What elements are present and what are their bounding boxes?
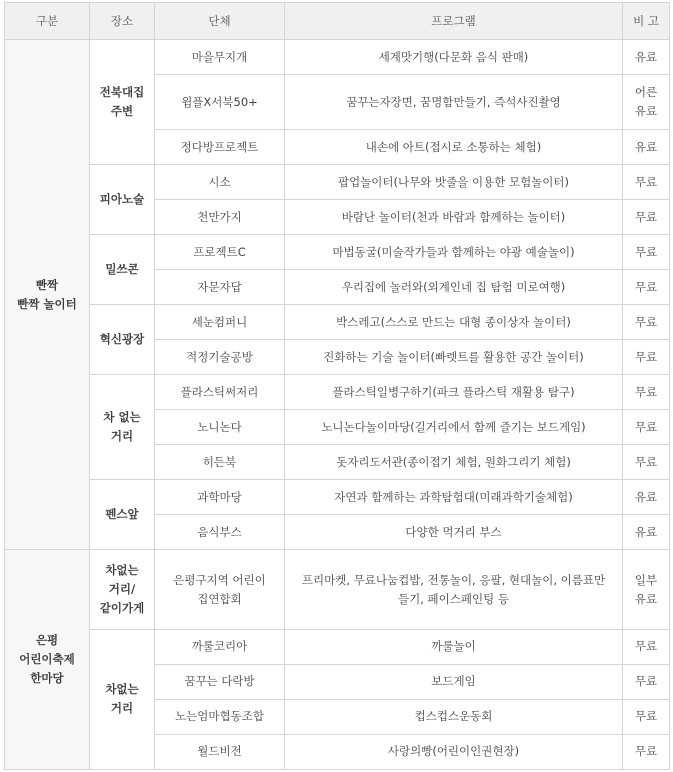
program-cell: 우리집에 놀러와(외계인네 집 탐험 미로여행) [285,270,623,305]
note-cell: 유료 [623,480,670,515]
header-note: 비 고 [623,3,670,40]
group-cell: 자문자답 [155,270,285,305]
program-cell: 컵스컵스운동회 [285,699,623,734]
program-cell: 박스레고(스스로 만드는 대형 종이상자 놀이터) [285,305,623,340]
group-cell: 과학마당 [155,480,285,515]
note-cell: 무료 [623,340,670,375]
note-cell: 유료 [623,40,670,75]
section-cell: 빤짝 빤짝 놀이터 [5,40,90,550]
note-cell: 무료 [623,200,670,235]
group-cell: 노는엄마협동조합 [155,699,285,734]
group-cell: 히든북 [155,445,285,480]
group-cell: 적정기술공방 [155,340,285,375]
note-cell: 무료 [623,629,670,664]
header-group: 단체 [155,3,285,40]
header-category: 구분 [5,3,90,40]
group-cell: 윔플X서북50+ [155,75,285,130]
group-cell: 플라스틱써저리 [155,375,285,410]
table-row [5,550,670,629]
group-cell: 은평구지역 어린이 집연합회 [155,550,285,629]
header-place: 장소 [90,3,155,40]
program-cell: 내손에 아트(접시로 소통하는 체험) [285,130,623,165]
header-row [5,3,670,40]
group-cell: 천만가지 [155,200,285,235]
program-cell: 노니논다놀이마당(길거리에서 함께 즐기는 보드게임) [285,410,623,445]
table-row [5,305,670,340]
program-cell: 사랑의빵(어린이인권현장) [285,734,623,769]
program-cell: 팝업놀이터(나무와 밧줄을 이용한 모험놀이터) [285,165,623,200]
program-cell: 보드게임 [285,664,623,699]
group-cell: 꿈꾸는 다락방 [155,664,285,699]
note-cell: 무료 [623,375,670,410]
table-row [5,235,670,270]
group-cell: 음식부스 [155,515,285,550]
place-cell: 밀쓰콘 [90,235,155,305]
note-cell: 어른 유료 [623,75,670,130]
group-cell: 마을무지개 [155,40,285,75]
group-cell: 세눈컴퍼니 [155,305,285,340]
table-row [5,629,670,664]
program-cell: 마법동굴(미술작가들과 함께하는 야광 예술놀이) [285,235,623,270]
program-cell: 세계맛기행(다문화 음식 판매) [285,40,623,75]
program-cell: 진화하는 기술 놀이터(빠렛트를 활용한 공간 놀이터) [285,340,623,375]
place-cell: 차없는 거리 [90,629,155,769]
program-cell: 바람난 놀이터(천과 바람과 함께하는 놀이터) [285,200,623,235]
note-cell: 무료 [623,410,670,445]
program-cell: 돗자리도서관(종이접기 체험, 원화그리기 체험) [285,445,623,480]
group-cell: 정다방프로젝트 [155,130,285,165]
note-cell: 무료 [623,699,670,734]
table-row [5,165,670,200]
place-cell: 피아노술 [90,165,155,235]
group-cell: 월드비전 [155,734,285,769]
note-cell: 무료 [623,165,670,200]
program-cell: 까룰놀이 [285,629,623,664]
group-cell: 노니논다 [155,410,285,445]
program-cell: 다양한 먹거리 부스 [285,515,623,550]
group-cell: 까룰코리아 [155,629,285,664]
note-cell: 유료 [623,515,670,550]
note-cell: 무료 [623,235,670,270]
program-cell: 꿈꾸는자장면, 꿈명함만들기, 즉석사진촬영 [285,75,623,130]
note-cell: 일부 유료 [623,550,670,629]
group-cell: 시소 [155,165,285,200]
program-cell: 프리마켓, 무료나눔컵밥, 전통놀이, 응팔, 현대놀이, 이름표만 들기, 페이스페인팅 등 [285,550,623,629]
table-row [5,40,670,75]
program-cell: 자연과 함께하는 과학탐험대(미래과학기술체험) [285,480,623,515]
table-row [5,375,670,410]
header-program: 프로그램 [285,3,623,40]
place-cell: 차없는 거리/ 같이가게 [90,550,155,629]
place-cell: 혁신광장 [90,305,155,375]
note-cell: 무료 [623,305,670,340]
place-cell: 차 없는 거리 [90,375,155,480]
note-cell: 유료 [623,130,670,165]
festival-program-table [4,2,670,770]
note-cell: 무료 [623,270,670,305]
note-cell: 무료 [623,664,670,699]
note-cell: 무료 [623,734,670,769]
note-cell: 무료 [623,445,670,480]
place-cell: 전북대집 주변 [90,40,155,165]
program-cell: 플라스틱일병구하기(파크 플라스틱 재활용 탐구) [285,375,623,410]
table-row [5,480,670,515]
group-cell: 프로젝트C [155,235,285,270]
section-cell: 은평 어린이축제 한마당 [5,550,90,770]
place-cell: 펜스앞 [90,480,155,550]
